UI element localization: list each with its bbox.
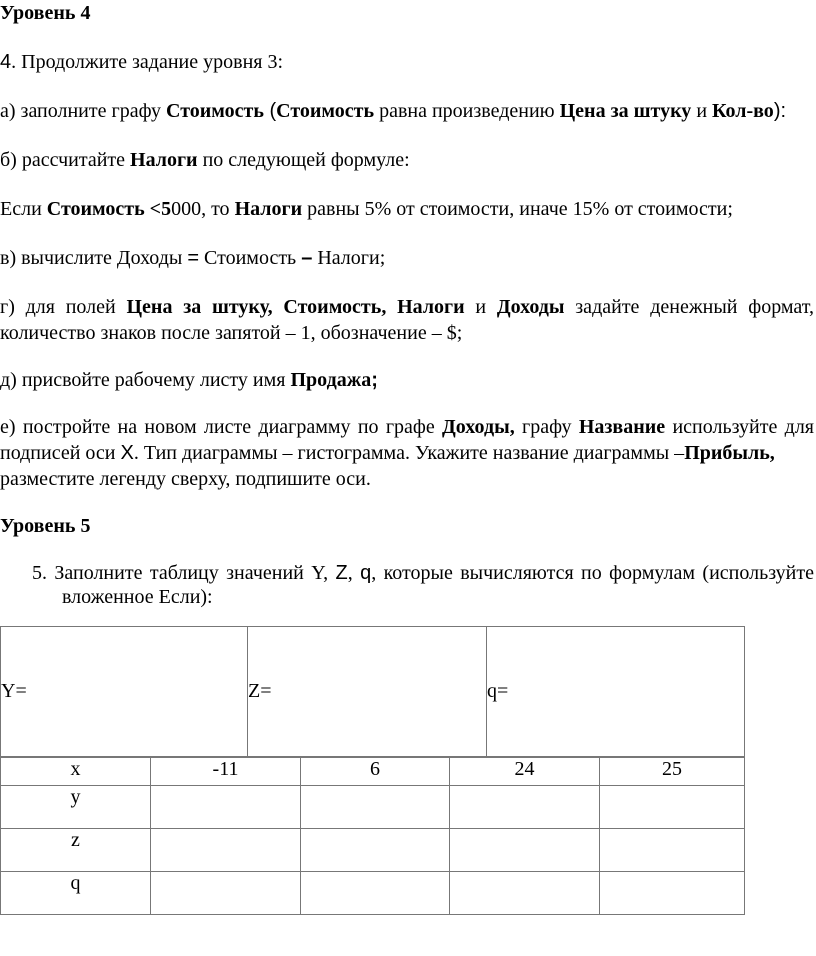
- values-table: [0, 757, 745, 915]
- table-cell[interactable]: [151, 829, 301, 872]
- table-cell[interactable]: [151, 786, 301, 829]
- item-f-line1: е) постройте на новом листе диаграмму по графе Доходы, графу Название используйте для: [0, 416, 815, 438]
- table-cell: 6: [301, 758, 450, 786]
- level4-heading: Уровень 4: [0, 2, 91, 24]
- row-label-y: y: [1, 786, 151, 829]
- table-cell[interactable]: [301, 872, 450, 915]
- table-cell[interactable]: [600, 786, 745, 829]
- table-cell: 24: [450, 758, 600, 786]
- row-label-z: z: [1, 829, 151, 872]
- table-cell[interactable]: [450, 872, 600, 915]
- table-header-row: [1, 758, 745, 786]
- item-f-line2: подписей оси Х. Тип диаграммы – гистограмма. Укажите название диаграммы –Прибыль,: [0, 442, 775, 464]
- row-label-q: q: [1, 872, 151, 915]
- table-cell: -11: [151, 758, 301, 786]
- table-row: [1, 786, 745, 829]
- item-d-line2: количество знаков после запятой – 1, обозначение – $;: [0, 322, 463, 344]
- table-cell[interactable]: [600, 829, 745, 872]
- table-row: [1, 829, 745, 872]
- table-cell[interactable]: [450, 786, 600, 829]
- task4-intro: 4. Продолжите задание уровня 3:: [0, 51, 284, 73]
- formula-table: [0, 626, 745, 757]
- table-cell[interactable]: [600, 872, 745, 915]
- item-f-line3: разместите легенду сверху, подпишите оси.: [0, 468, 371, 490]
- formula-cell-z[interactable]: Z=: [248, 627, 487, 757]
- item-c: в) вычислите Доходы = Стоимость – Налоги;: [0, 247, 386, 269]
- tax-formula: Если Стоимость <5000, то Налоги равны 5% от стоимости, иначе 15% от стоимости;: [0, 198, 733, 220]
- formula-cell-q[interactable]: q=: [487, 627, 745, 757]
- formula-cell-y[interactable]: Y=: [1, 627, 248, 757]
- task5-line2: вложенное Если):: [62, 586, 213, 608]
- task5-line1: 5. Заполните таблицу значений Y, Z, q, которые вычисляются по формулам (используйте: [32, 562, 815, 584]
- level5-heading: Уровень 5: [0, 515, 91, 537]
- table-cell[interactable]: [301, 786, 450, 829]
- item-d-line1: г) для полей Цена за штуку, Стоимость, Налоги и Доходы задайте денежный формат,: [0, 296, 815, 318]
- table-cell: 25: [600, 758, 745, 786]
- item-b: б) рассчитайте Налоги по следующей формуле:: [0, 149, 410, 171]
- table-cell[interactable]: [450, 829, 600, 872]
- item-a: а) заполните графу Стоимость (Стоимость равна произведению Цена за штуку и Кол-во):: [0, 100, 787, 122]
- table-cell[interactable]: [301, 829, 450, 872]
- item-e: д) присвойте рабочему листу имя Продажа;: [0, 369, 378, 391]
- table-cell: x: [1, 758, 151, 786]
- table-row: [1, 872, 745, 915]
- table-cell[interactable]: [151, 872, 301, 915]
